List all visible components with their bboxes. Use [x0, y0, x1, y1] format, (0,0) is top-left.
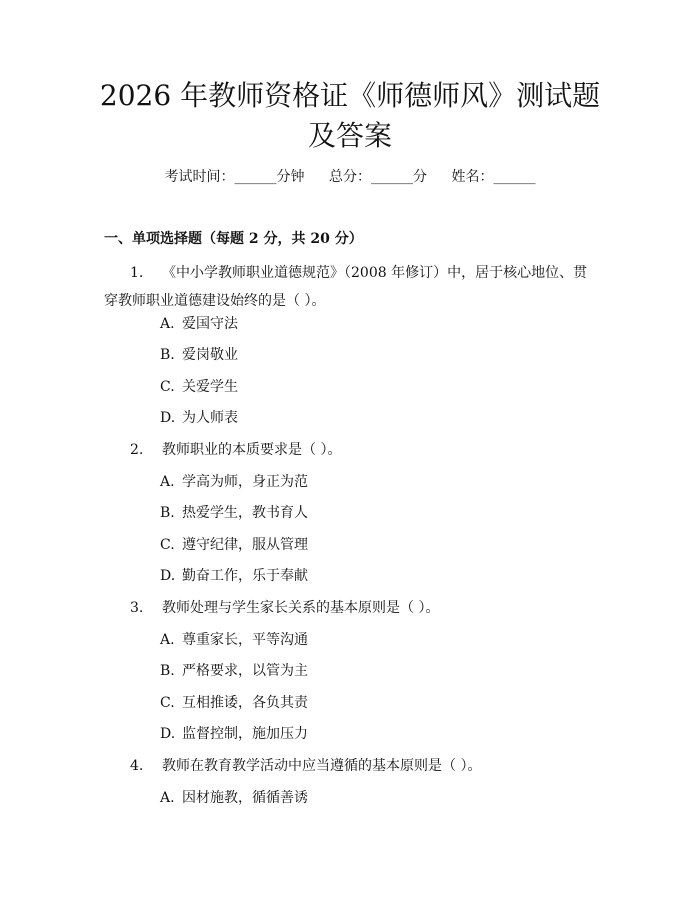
- name-field: 姓名：______: [451, 169, 536, 185]
- exam-time-field: 考试时间：______分钟: [164, 169, 305, 185]
- option-letter: B.: [160, 347, 175, 363]
- question-1-option-d: [160, 408, 238, 428]
- option-text: 爱岗敬业: [182, 347, 238, 363]
- question-3-option-c: [160, 693, 308, 713]
- question-2: [104, 436, 596, 464]
- option-text: 因材施教，循循善诱: [182, 790, 308, 806]
- total-score-field: 总分：______分: [329, 169, 427, 185]
- question-text: 教师在教育教学活动中应当遵循的基本原则是（ ）。: [162, 758, 482, 774]
- question-4-option-a: [160, 788, 308, 808]
- question-1-option-c: [160, 377, 238, 397]
- question-1-option-b: [160, 345, 238, 365]
- exam-meta: [0, 166, 700, 188]
- section-heading: 一、单项选择题（每题 2 分，共 20 分）: [104, 231, 363, 247]
- question-2-option-a: [160, 472, 308, 492]
- question-number: 4.: [130, 758, 144, 774]
- question-4: [104, 752, 596, 780]
- option-letter: D.: [160, 726, 176, 742]
- question-3-option-d: [160, 724, 308, 744]
- option-letter: A.: [160, 316, 175, 332]
- question-1: [104, 259, 596, 315]
- option-text: 关爱学生: [182, 379, 238, 395]
- option-letter: A.: [160, 790, 175, 806]
- option-text: 为人师表: [182, 410, 238, 426]
- option-text: 互相推诿，各负其责: [182, 695, 308, 711]
- option-text: 遵守纪律，服从管理: [182, 537, 308, 553]
- question-2-option-d: [160, 566, 308, 586]
- option-text: 尊重家长，平等沟通: [182, 632, 308, 648]
- option-text: 监督控制，施加压力: [182, 726, 308, 742]
- question-text: 教师处理与学生家长关系的基本原则是（ ）。: [162, 600, 440, 616]
- option-text: 爱国守法: [182, 316, 238, 332]
- question-number: 1.: [130, 265, 144, 281]
- option-letter: C.: [160, 695, 175, 711]
- question-text: 教师职业的本质要求是（ ）。: [162, 442, 342, 458]
- option-text: 严格要求，以管为主: [182, 663, 308, 679]
- question-3-option-a: [160, 630, 308, 650]
- option-text: 热爱学生，教书育人: [182, 505, 308, 521]
- question-number: 2.: [130, 442, 144, 458]
- option-letter: A.: [160, 474, 175, 490]
- question-text: 《中小学教师职业道德规范》（2008 年修订）中，居于核心地位、贯穿教师职业道德建设始终的是（ ）。: [104, 265, 588, 309]
- question-number: 3.: [130, 600, 144, 616]
- question-2-option-c: [160, 535, 308, 555]
- document-title: 2026 年教师资格证《师德师风》测试题及答案: [99, 79, 601, 152]
- question-2-option-b: [160, 503, 308, 523]
- option-letter: A.: [160, 632, 175, 648]
- option-letter: D.: [160, 568, 176, 584]
- question-3-option-b: [160, 661, 308, 681]
- question-1-option-a: [160, 314, 238, 334]
- option-letter: B.: [160, 505, 175, 521]
- option-letter: D.: [160, 410, 176, 426]
- question-3: [104, 594, 596, 622]
- option-letter: B.: [160, 663, 175, 679]
- option-letter: C.: [160, 379, 175, 395]
- option-letter: C.: [160, 537, 175, 553]
- option-text: 学高为师，身正为范: [182, 474, 308, 490]
- option-text: 勤奋工作，乐于奉献: [182, 568, 308, 584]
